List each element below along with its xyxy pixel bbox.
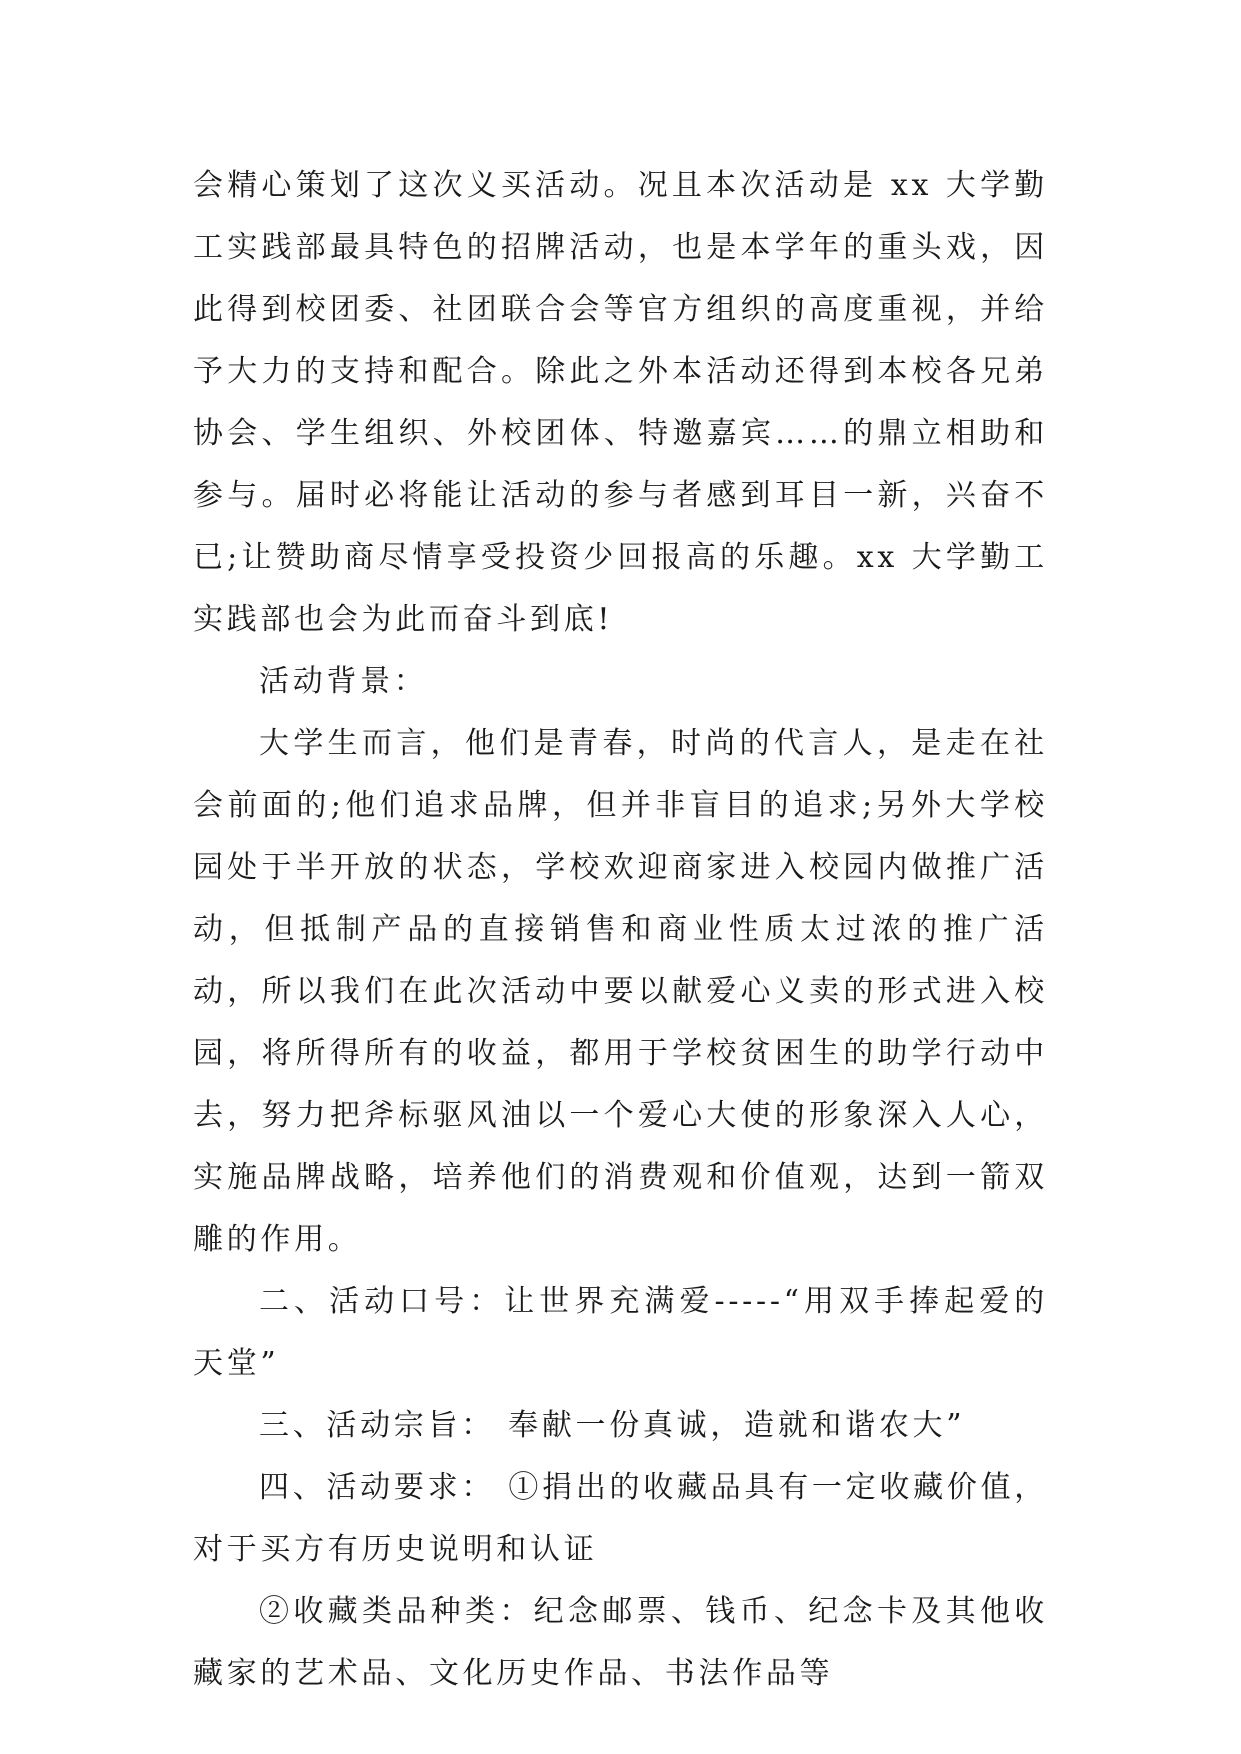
paragraph-collection-types: ②收藏类品种类：纪念邮票、钱币、纪念卡及其他收藏家的艺术品、文化历史作品、书法作品等 <box>193 1594 1048 1691</box>
paragraph-activity-slogan: 二、活动口号：让世界充满爱-----“用双手捧起爱的天堂” <box>193 1284 1048 1381</box>
document-body <box>193 155 1048 1705</box>
paragraph-activity-purpose: 三、活动宗旨： 奉献一份真诚，造就和谐农大” <box>259 1408 966 1443</box>
paragraph-activity-background: 大学生而言，他们是青春，时尚的代言人，是走在社会前面的;他们追求品牌，但并非盲目的追求;另外大学校园处于半开放的状态，学校欢迎商家进入校园内做推广活动，但抵制产品的直接销售和商业性质太过浓的推广活动，所以我们在此次活动中要以献爱心义卖的形式进入校园，将所得所有的收益，都用于学校贫困生的助学行动中去，努力把斧标驱风油以一个爱心大使的形象深入人心，实施品牌战略，培养他们的消费观和价值观，达到一箭双雕的作用。 <box>193 726 1048 1257</box>
heading-activity-background: 活动背景： <box>259 664 428 699</box>
paragraph-intro: 会精心策划了这次义买活动。况且本次活动是 xx 大学勤工实践部最具特色的招牌活动，也是本学年的重头戏，因此得到校团委、社团联合会等官方组织的高度重视，并给予大力的支持和配合。除此之外本活动还得到本校各兄弟协会、学生组织、外校团体、特邀嘉宾……的鼎立相助和参与。届时必将能让活动的参与者感到耳目一新，兴奋不已;让赞助商尽情享受投资少回报高的乐趣。xx 大学勤工实践部也会为此而奋斗到底! <box>193 168 1048 637</box>
paragraph-activity-requirements: 四、活动要求： ①捐出的收藏品具有一定收藏价值，对于买方有历史说明和认证 <box>193 1470 1048 1567</box>
